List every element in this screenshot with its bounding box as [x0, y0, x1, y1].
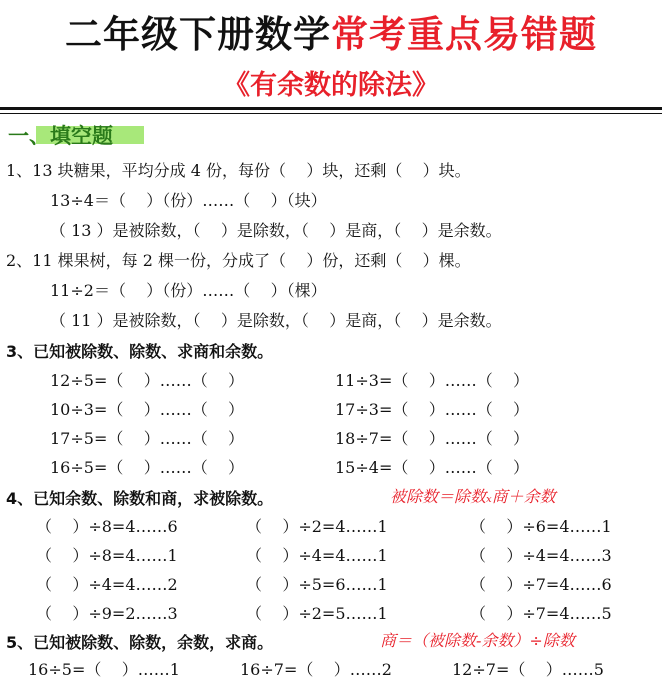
- q3-item: 17÷5=（ ）……（ ）: [50, 429, 245, 448]
- q4-item: （ ）÷5=6……1: [246, 575, 388, 594]
- section-heading: 一、填空题: [8, 124, 113, 148]
- title-red: 常考重点易错题: [331, 13, 597, 56]
- divider-thick: [0, 107, 662, 110]
- q2-line1: 2、11 棵果树，每 2 棵一份，分成了（ ）份，还剩（ ）棵。: [6, 251, 471, 270]
- q4-item: （ ）÷2=5……1: [246, 604, 388, 623]
- q5-item: 16÷5=（ ）……1: [28, 660, 180, 679]
- page-subtitle: 《有余数的除法》: [223, 70, 439, 101]
- q3-item: 15÷4=（ ）……（ ）: [335, 458, 530, 477]
- q2-line2: 11÷2＝（ ）（份）……（ ）（棵）: [50, 281, 327, 300]
- q4-formula: 被除数＝除数ₓ商＋余数: [390, 487, 556, 506]
- q2-line3: （ 11 ）是被除数，（ ）是除数，（ ）是商，（ ）是余数。: [50, 311, 502, 330]
- title-black: 二年级下册数学: [65, 13, 331, 56]
- q3-item: 16÷5=（ ）……（ ）: [50, 458, 245, 477]
- q4-item: （ ）÷2=4……1: [246, 517, 388, 536]
- q5-heading: 5、已知被除数、除数，余数，求商。: [6, 633, 274, 652]
- q4-item: （ ）÷4=4……3: [470, 546, 612, 565]
- q5-item: 16÷7=（ ）……2: [240, 660, 392, 679]
- q4-item: （ ）÷8=4……6: [36, 517, 178, 536]
- q1-line3: （ 13 ）是被除数，（ ）是除数，（ ）是商，（ ）是余数。: [50, 221, 502, 240]
- q5-formula: 商＝（被除数-余数）÷除数: [380, 631, 575, 650]
- q5-item: 12÷7=（ ）……5: [452, 660, 604, 679]
- q4-item: （ ）÷6=4……1: [470, 517, 612, 536]
- q3-item: 18÷7=（ ）……（ ）: [335, 429, 530, 448]
- q4-item: （ ）÷8=4……1: [36, 546, 178, 565]
- q3-item: 17÷3=（ ）……（ ）: [335, 400, 530, 419]
- q4-item: （ ）÷7=4……5: [470, 604, 612, 623]
- q4-item: （ ）÷4=4……1: [246, 546, 388, 565]
- q3-item: 11÷3=（ ）……（ ）: [335, 371, 530, 390]
- q4-heading: 4、已知余数、除数和商，求被除数。: [6, 489, 274, 508]
- q1-line2: 13÷4＝（ ）（份）……（ ）（块）: [50, 191, 327, 210]
- q4-item: （ ）÷4=4……2: [36, 575, 178, 594]
- q3-heading: 3、已知被除数、除数、求商和余数。: [6, 342, 274, 361]
- q3-item: 12÷5=（ ）……（ ）: [50, 371, 245, 390]
- divider-thin: [0, 113, 662, 114]
- q3-item: 10÷3=（ ）……（ ）: [50, 400, 245, 419]
- page-title: [0, 4, 662, 58]
- q4-item: （ ）÷7=4……6: [470, 575, 612, 594]
- q1-line1: 1、13 块糖果，平均分成 4 份，每份（ ）块，还剩（ ）块。: [6, 161, 471, 180]
- q4-item: （ ）÷9=2……3: [36, 604, 178, 623]
